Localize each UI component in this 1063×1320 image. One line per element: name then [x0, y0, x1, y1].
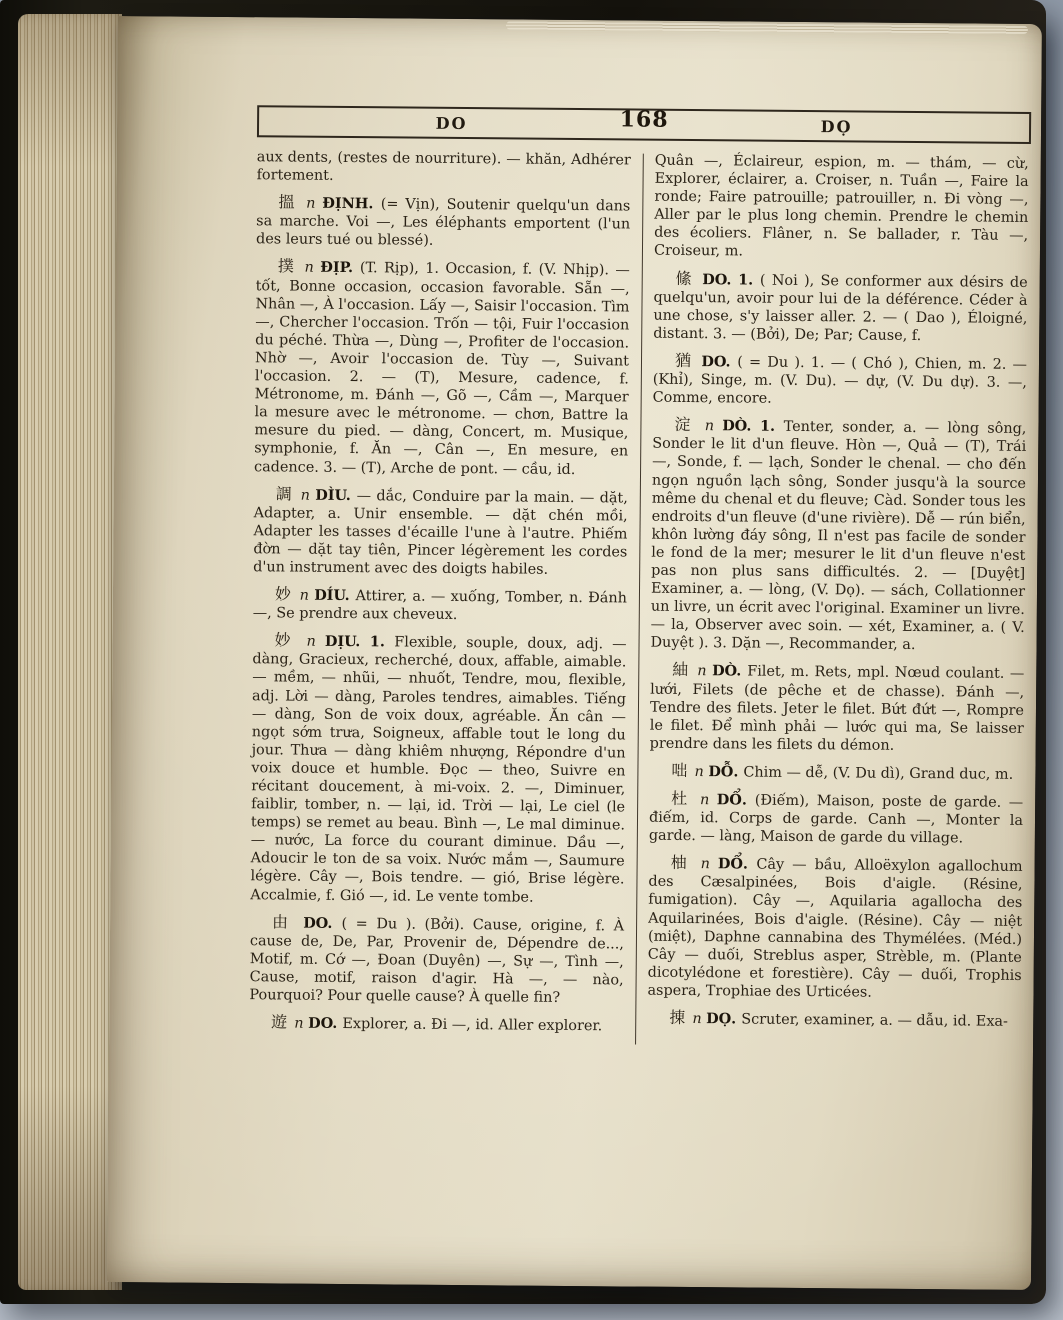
dictionary-entry — [250, 631, 626, 907]
entry-body: Explorer, a. Đi —, id. Aller explorer. — [342, 1016, 603, 1035]
entry-body: Attirer, a. — xuống, Tomber, n. Đánh —, Se prendre aux cheveux. — [252, 588, 628, 624]
entry-body: Scruter, examiner, a. — dẫu, id. Exa- — [741, 1011, 1008, 1030]
header-left-title: DO — [435, 113, 468, 133]
dictionary-entry — [249, 913, 624, 1008]
entry-grammar-mark: n — [700, 792, 717, 809]
entry-chinese-character: 妙 — [274, 630, 307, 650]
entry-body: Chim — dễ, (V. Du dì), Grand duc, m. — [743, 764, 1014, 783]
entry-chinese-character: 撲 — [277, 256, 305, 277]
entry-chinese-character: 遊 — [271, 1012, 295, 1032]
dictionary-entry — [650, 416, 1026, 655]
entry-headword: DO. 1. — [702, 270, 761, 289]
page-content — [249, 105, 1031, 1048]
page-number: 168 — [619, 106, 669, 133]
entry-headword: ĐỊP. — [320, 259, 360, 277]
entry-body: Tenter, sonder, a. — lòng sông, Sonder le lit d'un fleuve. Hòn —, Quả — (T), Trái —, Sonde, f. — lạch, Sonder le chenal. — cho đến ngọn nguồn lạch sông, Sonder jusqu'à la source même du chenal et du fleuve; Càd. Sonder tous les endroits d'un fleuve (d'une rivière). Dễ — rún biển, khôn lường đáy sông, Il n'est pas facile de sonder le fond de la mer; mesurer le lit d'un fleuve n'est pas non plus sans difficultés. 2. — [Duyệt] Examiner, a. — lòng, (V. Dọ). — sách, Collationner un livre, un écrit avec l'original. Examiner un livre. — la, Observer avec soin. — xét, Examiner, a. ( V. Duyệt ). 3. Dặn —, Recommander, a. — [650, 419, 1027, 654]
entry-chinese-character: 杜 — [671, 788, 701, 809]
dictionary-entry — [253, 485, 628, 580]
entry-headword: DỔ. — [716, 791, 755, 809]
entry-body: (Điếm), Maison, poste de garde. — điếm, id. Corps de garde. Canh —, Monter la garde. — làng, Maison de garde du village. — [648, 792, 1024, 847]
entry-body: ( = Du ). 1. — ( Chó ), Chien, m. 2. — (Khỉ), Singe, m. (V. Du). — dự, (V. Du dự). 3. —, Comme, encore. — [652, 354, 1028, 407]
entry-body: (= Vịn), Soutenir quelqu'un dans sa marche. Voi —, Les éléphants emportent (l'un des leurs tué ou blessé). — [255, 196, 631, 250]
entry-headword: DO. — [701, 353, 738, 371]
entry-body: (T. Rịp), 1. Occasion, f. (V. Nhịp). — tốt, Bonne occasion, occasion favorable. Sẵn —, Nhân —, À l'occasion. Lấy —, Saisir l'occasion. Tìm —, Chercher l'occasion. Trốn — tội, Fuir l'occasion du péché. Thừa —, Dùng —, Profiter de l'occasion. Nhờ —, Avoir l'occasion de. Tùy —, Suivant l'occasion. 2. — (T), Mesure, cadence, f. Métronome, m. Đánh —, Gõ —, Cầm —, Marquer la mesure avec le métronome. — chơn, Battre la mesure du pied. — dàng, Concert, m. Musique, symphonie, f. Ăn —, Cân —, En mesure, en cadence. 3. — (T), Arche de pont. — cầu, id. — [254, 260, 630, 478]
dictionary-entry — [253, 585, 627, 625]
entry-body: aux dents, (restes de nourriture). — khăn, Adhérer fortement. — [256, 149, 631, 184]
entry-chinese-character: 調 — [275, 483, 301, 504]
dictionary-entry — [649, 790, 1023, 849]
entry-headword: ĐỊNH. — [322, 194, 381, 213]
dictionary-entry — [254, 258, 630, 479]
entry-chinese-character: 柚 — [670, 853, 701, 873]
entry-grammar-mark: n — [300, 487, 316, 504]
entry-headword: DỊU. 1. — [324, 633, 395, 651]
text-columns — [249, 148, 1031, 1048]
entry-headword: DO. — [303, 914, 342, 932]
dictionary-entry — [249, 1013, 623, 1035]
page-edge-stack — [18, 14, 122, 1290]
entry-grammar-mark: n — [306, 195, 323, 212]
dictionary-entry — [653, 352, 1027, 411]
entry-grammar-mark: n — [304, 260, 321, 277]
entry-body: ( Noi ), Se conformer aux désirs de quelqu'un, avoir pour lui de la déférence. Céder à une chose, s'y laisser aller. 2. — ( Dao ), Éloigné, distant. 3. — (Bởi), De; Par; Cause, f. — [653, 272, 1028, 344]
dictionary-entry — [653, 269, 1028, 346]
entry-chinese-character: 搵 — [278, 192, 307, 212]
entry-chinese-character: 由 — [272, 912, 304, 932]
entry-grammar-mark: n — [704, 418, 723, 435]
entry-body: Quân —, Éclaireur, espion, m. — thám, — cừ, Explorer, éclairer, a. Croiser, n. Tuần —, Faire la ronde; Faire patrouille; patrouiller, n. Đi vòng —, Aller par le plus long chemin. Prendre le chemin des écoliers. Flâner, n. Se ballader, r. Tàu —, Croiseur, m. — [653, 152, 1029, 260]
entry-headword: DỌ. — [706, 1010, 742, 1028]
entry-headword: DÒ. 1. — [722, 417, 784, 436]
entry-headword: DÍU. — [314, 586, 356, 605]
right-column — [647, 152, 1029, 1048]
dictionary-entry — [647, 1009, 1021, 1031]
entry-headword: DÌU. — [315, 486, 357, 504]
entry-headword: DO. — [308, 1014, 343, 1033]
entry-body: Flexible, souple, doux, adj. — dàng, Gracieux, recherché, doux, affable, aimable. — mềm, — nhũi, — nhuốt, Tendre, mou, flexible, adj. Lời — dàng, Paroles tendres, aimables. Tiếng — dàng, Son de voix doux, agréable. Ăn cân — ngọt sớm trưa, Soigneux, affable tout le long du jour. Thưa — dàng khiêm nhượng, Répondre d'un voix douce et humble. Đọc — theo, Suivre en récitant doucement, à mi-voix. 2. —, Diminuer, faiblir, tomber, n. — lại, id. Trời — lại, Le ciel (le temps) se remet au beau. Bình —, Le mal diminue. — nước, La force du courant diminue. Dầu —, Adoucir le ton de sa voix. Nước mắm —, Saumure légère. Cây —, Bois tendre. — gió, Brise légère. Accalmie, f. Gió —, id. Le vente tombe. — [250, 634, 627, 906]
entry-chinese-character: 淀 — [674, 415, 705, 435]
entry-chinese-character: 妙 — [274, 584, 300, 604]
column-divider — [635, 154, 644, 1045]
entry-grammar-mark: n — [294, 1015, 309, 1032]
dictionary-entry — [647, 854, 1022, 1003]
entry-body: Filet, m. Rets, mpl. Nœud coulant. — lưới, Filets (de pêche et de chasse). Đánh —, Tendre des filets. Jeter le filet. Bứt đứt —, Rompre le filet. Để mình phải — lước qui ma, Se laisser prendre dans les filets du démon. — [649, 663, 1025, 754]
entry-chinese-character: 咄 — [671, 760, 695, 780]
left-column — [249, 148, 631, 1044]
dictionary-entry — [654, 152, 1029, 264]
dictionary-entry — [649, 762, 1023, 784]
entry-chinese-character: 猶 — [674, 350, 702, 371]
entry-grammar-mark: n — [697, 663, 713, 680]
entry-grammar-mark: n — [306, 633, 325, 651]
book-page — [107, 16, 1042, 1290]
dictionary-entry — [257, 148, 631, 187]
entry-grammar-mark: n — [299, 587, 315, 604]
entry-grammar-mark: n — [694, 763, 709, 781]
entry-headword: DỔ. — [717, 855, 757, 873]
entry-chinese-character: 絛 — [675, 268, 703, 288]
entry-grammar-mark: n — [700, 856, 719, 873]
entry-chinese-character: 㨂 — [669, 1007, 693, 1028]
dictionary-entry — [650, 661, 1025, 756]
page-header — [257, 105, 1031, 144]
entry-headword: DÒ. — [712, 662, 748, 680]
entry-body: ( = Du ). (Bởi). Cause, origine, f. À cause de, De, Par, Provenir de, Dépendre de..., Motif, m. Cớ —, Đoan (Duyên) —, Sự —, Tình —, Cause, motif, raison d'agir. Hà —, — nào, Pourquoi? Pour quelle cause? À quelle fin? — [249, 915, 625, 1006]
header-right-title: DỌ — [820, 116, 853, 136]
entry-body: — dắc, Conduire par la main. — dặt, Adapter, a. Unir ensemble. — dặt chén mồi, Adapter les tasses d'écaille l'une à l'autre. Phiếm đờn — dặt tay tiên, Pincer légèrement les cordes d'un instrument avec des doigts habiles. — [253, 487, 628, 578]
entry-chinese-character: 紬 — [672, 660, 698, 680]
entry-headword: DỖ. — [708, 763, 744, 781]
entry-body: Cây — bầu, Alloëxylon agallochum des Cæsalpinées, Bois d'aigle. (Résine, fumigation). Cây —, Aquilaria agallocha des Aquilarinées, Bois d'aigle. (Résine). Cây — niệt (miệt), Daphne cannabina des Thymélées. (Méd.) Cây — duối, Streblus asper, Strèble, m. (Plante dicotylédone et forestière). Cây — duối, Trophis aspera, Trophiae des Urticées. — [647, 856, 1023, 1001]
dictionary-entry — [256, 193, 630, 252]
entry-grammar-mark: n — [692, 1011, 707, 1028]
